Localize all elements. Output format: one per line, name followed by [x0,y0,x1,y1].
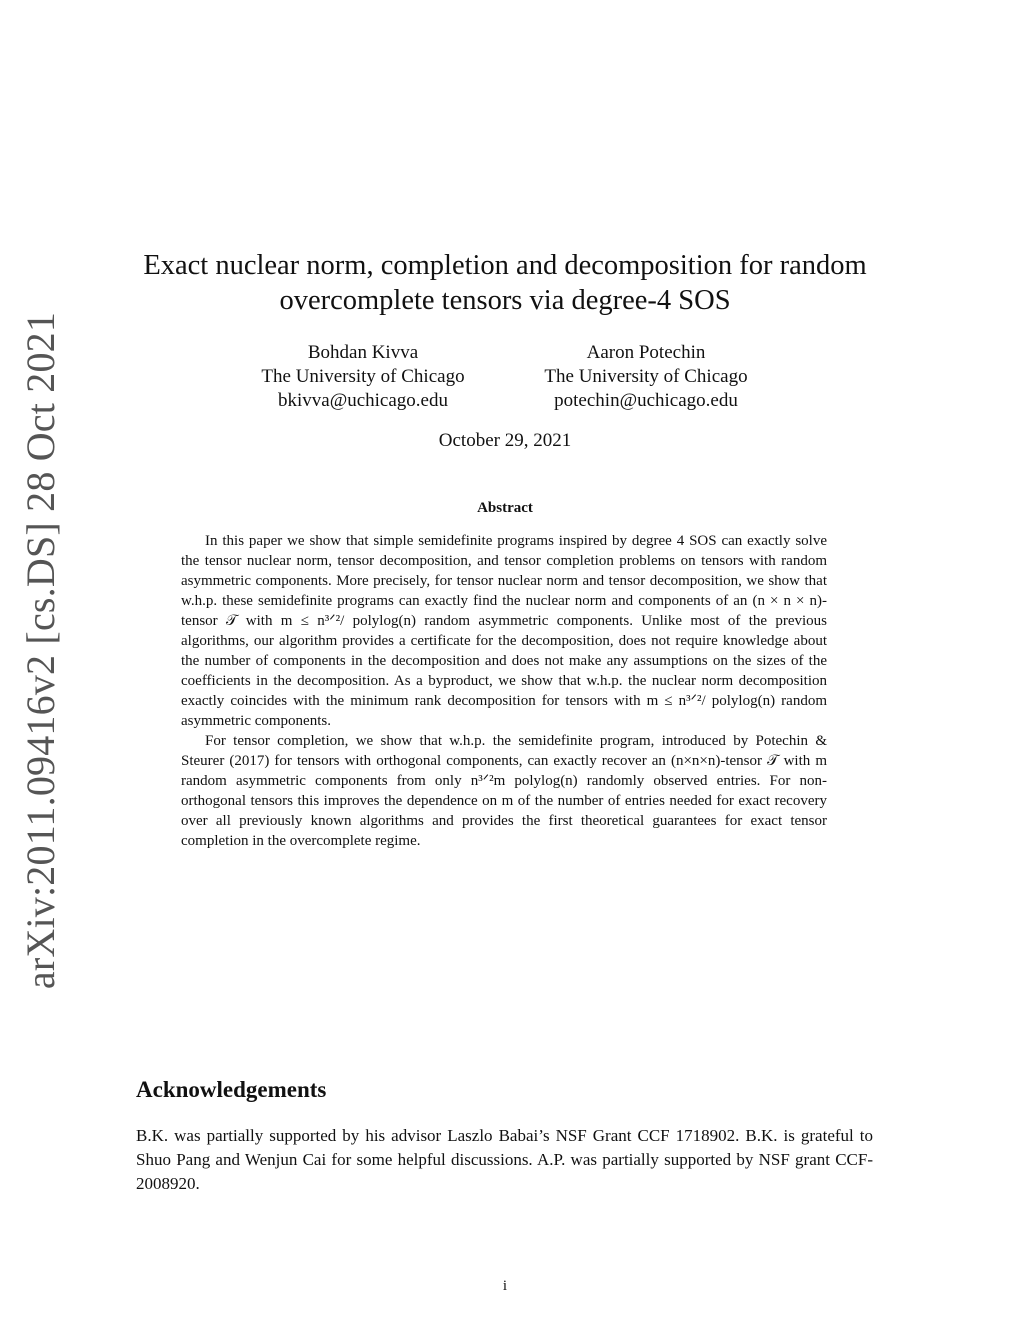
abstract-paragraph: In this paper we show that simple semidefinite programs inspired by degree 4 SOS can exactly solve the tensor nuclear norm, tensor decomposition, and tensor completion problems on tensors with random asymmetric components. More precisely, for tensor nuclear norm and tensor decomposition, we show that w.h.p. these semidefinite programs can exactly find the nuclear norm and components of an (n × n × n)-tensor 𝒯 with m ≤ n³ᐟ²/ polylog(n) random asymmetric components. Unlike most of the previous algorithms, our algorithm provides a certificate for the decomposition, does not require knowledge about the number of components in the decomposition and does not make any assumptions on the sizes of the coefficients in the decomposition. As a byproduct, we show that w.h.p. the nuclear norm decomposition exactly coincides with the minimum rank decomposition for tensors with m ≤ n³ᐟ²/ polylog(n) random asymmetric components. [181,533,827,729]
abstract-body [181,531,827,851]
acknowledgements-text: B.K. was partially supported by his advisor Laszlo Babai’s NSF Grant CCF 1718902. B.K. is grateful to Shuo Pang and Wenjun Cai for some helpful discussions. A.P. was partially supported by NSF grant CCF-2008920. [136,1126,873,1193]
author-email: bkivva@uchicago.edu [278,390,448,411]
paper-date: October 29, 2021 [438,430,572,451]
abstract-paragraph: For tensor completion, we show that w.h.p. the semidefinite program, introduced by Potechin & Steurer (2017) for tensors with orthogonal components, can exactly recover an (n×n×n)-tensor 𝒯 with m random asymmetric components from only n³ᐟ²m polylog(n) randomly observed entries. For non-orthogonal tensors this improves the dependence on m of the number of entries needed for exact recovery over all previously known algorithms and provides the first theoretical guarantees for exact tensor completion in the overcomplete regime. [181,733,827,849]
author-name: Bohdan Kivva [307,342,419,363]
author-affiliation: The University of Chicago [544,366,748,387]
page-number: i [502,1278,508,1294]
author-block-potechin [505,341,787,413]
acknowledgements-heading: Acknowledgements [136,1077,327,1102]
author-name: Aaron Potechin [586,342,706,363]
author-affiliation: The University of Chicago [261,366,465,387]
author-block-kivva [222,341,504,413]
author-email: potechin@uchicago.edu [554,390,738,411]
paper-title: Exact nuclear norm, completion and decomposition for random overcomplete tensors via degree-4 SOS [143,250,867,316]
abstract-heading: Abstract [477,500,533,516]
arxiv-identifier-stamp [16,311,66,989]
arxiv-identifier-text: arXiv:2011.09416v2 [cs.DS] 28 Oct 2021 [18,311,64,989]
